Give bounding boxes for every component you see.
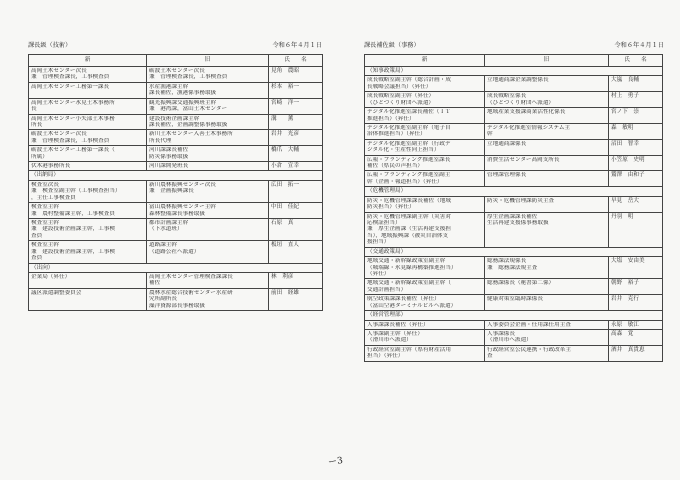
new-position-line: 治体推進担当）（昇任） bbox=[367, 131, 426, 138]
new-position-cell bbox=[365, 139, 485, 155]
table-row bbox=[365, 257, 663, 279]
old-position-cell bbox=[147, 241, 269, 263]
old-position-line: 防災係事務取扱 bbox=[149, 153, 189, 160]
old-position-line: 人事課係長 bbox=[487, 330, 515, 337]
person-name-cell: 岩井 光彦 bbox=[269, 130, 323, 146]
left-header-name: 氏 名 bbox=[269, 55, 323, 67]
person-name-cell: 杉本 裕一 bbox=[269, 82, 323, 98]
old-position-cell bbox=[485, 329, 609, 345]
person-name-cell: 村上 勇子 bbox=[609, 92, 663, 108]
new-position-line: （城端線・氷見線再構築推進担当） bbox=[367, 264, 457, 271]
new-position-line: 交通計画担当） bbox=[367, 286, 407, 293]
new-position-line: 人事課課長補佐（昇任） bbox=[367, 321, 429, 328]
section-heading: （出納局） bbox=[29, 171, 323, 180]
left-header-old: 旧 bbox=[147, 55, 269, 67]
table-row bbox=[365, 320, 663, 329]
new-position-line: 防災・危機管理課課長補佐（地域 bbox=[367, 197, 451, 204]
new-position-line: 補佐（県民の声担当） bbox=[367, 163, 423, 170]
old-position-cell bbox=[485, 92, 609, 108]
new-position-line: 査員 bbox=[31, 255, 43, 262]
old-position-cell bbox=[147, 162, 269, 171]
new-position-cell bbox=[365, 212, 485, 247]
new-position-line: 成長戦略室副主幹（総合計画・成 bbox=[367, 77, 451, 84]
right-page-title: 課長補佐級（事務） bbox=[364, 42, 420, 49]
new-position-line: 広報・ブランディング推進室副主 bbox=[367, 172, 451, 179]
table-row bbox=[365, 196, 663, 212]
table-row bbox=[29, 82, 323, 98]
old-position-line: 高岡土木センター管理検査課課長 bbox=[149, 273, 233, 280]
person-name-cell: 小笠原 史明 bbox=[609, 155, 663, 171]
old-position-line: 地域産業支援課商業活性化係長 bbox=[487, 109, 566, 116]
table-row bbox=[365, 345, 663, 361]
old-position-line: 課長補佐，漁港係事務取扱 bbox=[149, 90, 217, 97]
left-personnel-table bbox=[28, 54, 323, 311]
new-position-cell bbox=[29, 98, 147, 114]
person-name-cell: 小倉 宣幸 bbox=[269, 162, 323, 171]
old-position-cell bbox=[147, 203, 269, 219]
person-name-cell: 見角 農昭 bbox=[269, 67, 323, 83]
new-position-cell bbox=[365, 123, 485, 139]
person-name-cell: 森 敏明 bbox=[609, 123, 663, 139]
new-position-line: 兼 建設技術企画課主幹，工事検 bbox=[31, 248, 115, 255]
section-row bbox=[365, 247, 663, 256]
new-position-cell bbox=[29, 241, 147, 263]
new-position-line: 推進担当）（昇任） bbox=[367, 115, 415, 122]
table-row bbox=[365, 155, 663, 171]
new-position-cell bbox=[365, 76, 485, 92]
old-position-line: 防災・危機管理課防災主査 bbox=[487, 197, 555, 204]
old-position-cell bbox=[147, 114, 269, 130]
right-header-old: 旧 bbox=[485, 55, 609, 67]
new-position-line: （ひとづくり財団へ派遣） bbox=[367, 99, 435, 106]
section-row bbox=[365, 67, 663, 76]
new-position-cell bbox=[29, 272, 147, 288]
old-position-cell bbox=[485, 345, 609, 361]
person-name-cell: 朝野 裕子 bbox=[609, 279, 663, 295]
old-position-line: 水産漁港課主幹 bbox=[149, 83, 189, 90]
old-position-line: 森林整備課長事務取扱 bbox=[149, 210, 205, 217]
old-position-line: 厚生企画課課長補佐 bbox=[487, 213, 538, 220]
table-row bbox=[365, 108, 663, 124]
table-row bbox=[29, 272, 323, 288]
old-position-line: 課長補佐，企画調整係事務取扱 bbox=[149, 121, 228, 128]
section-heading: （知事政策局） bbox=[365, 67, 663, 76]
new-position-line: 議区派遣調整委員会 bbox=[31, 289, 82, 296]
new-position-line: 兼 厚生企画課（生活再建支援担 bbox=[367, 226, 451, 233]
section-heading: （交通政策局） bbox=[365, 247, 663, 256]
old-position-line: 管理課管理係長 bbox=[487, 172, 527, 179]
old-position-line: 兼 港湾課，富山土木センター bbox=[149, 106, 228, 113]
new-position-line: （滑川市へ派遣） bbox=[367, 337, 412, 344]
new-position-line: 所属） bbox=[31, 153, 48, 160]
new-position-cell bbox=[365, 155, 485, 171]
person-name-cell: 酒井 真貴恵 bbox=[609, 345, 663, 361]
right-header-name: 氏 名 bbox=[609, 55, 663, 67]
old-position-line: 兼 総務課法規主査 bbox=[487, 264, 538, 271]
table-row bbox=[29, 130, 323, 146]
left-header bbox=[28, 42, 322, 52]
old-position-line: 立地通商課係長 bbox=[487, 140, 527, 147]
new-position-line: 所長 bbox=[31, 121, 43, 128]
new-position-cell bbox=[29, 146, 147, 162]
table-row bbox=[365, 295, 663, 311]
new-position-line: 企業局（昇任） bbox=[31, 273, 71, 280]
old-position-line: 観光振興課交通振興班主幹 bbox=[149, 99, 217, 106]
old-position-line: 都市計画課主幹 bbox=[149, 220, 189, 227]
section-row bbox=[365, 187, 663, 196]
person-name-cell: 沼田 智幸 bbox=[609, 139, 663, 155]
person-name-cell: 溝 薫 bbox=[269, 114, 323, 130]
old-position-cell bbox=[147, 67, 269, 83]
old-position-line: （道路公社へ派遣） bbox=[149, 248, 200, 255]
old-position-line: 所長代理 bbox=[149, 137, 172, 144]
old-position-line: 新川農林振興センター次長 bbox=[149, 181, 216, 188]
person-name-cell: 大塩 安由美 bbox=[609, 257, 663, 279]
person-name-cell: 中田 佳紀 bbox=[269, 203, 323, 219]
old-position-cell bbox=[147, 288, 269, 310]
old-position-line: 行政経営室公民連携・行政改革主 bbox=[487, 346, 571, 353]
old-position-cell bbox=[485, 196, 609, 212]
page-number-scribble: ー3 bbox=[327, 456, 344, 468]
new-position-line: 成長戦略室副主幹（昇任） bbox=[367, 93, 435, 100]
old-position-cell bbox=[485, 155, 609, 171]
new-position-cell bbox=[29, 67, 147, 83]
new-position-line: ジタル化・生産性向上担当） bbox=[367, 147, 440, 154]
old-position-cell bbox=[485, 76, 609, 92]
new-position-cell bbox=[365, 295, 485, 311]
old-position-line: 農林水産総合技術センター水産研 bbox=[149, 289, 233, 296]
section-row bbox=[365, 311, 663, 320]
new-position-line: 広報・ブランディング推進室課長 bbox=[367, 156, 451, 163]
old-position-line: 消費生活センター高岡支所長 bbox=[487, 156, 560, 163]
old-position-line: 成長戦略室係長 bbox=[487, 93, 527, 100]
person-name-cell: 丹羽 明 bbox=[609, 212, 663, 247]
new-position-line: 航空政策課課長補佐（昇任） bbox=[367, 296, 440, 303]
table-row bbox=[29, 241, 323, 263]
new-position-cell bbox=[29, 130, 147, 146]
person-name-cell: 板垣 直人 bbox=[269, 241, 323, 263]
old-position-line: 総務課法規係長 bbox=[487, 258, 527, 265]
section-row bbox=[29, 263, 323, 272]
new-position-line: 伏木港事務所長 bbox=[31, 163, 71, 170]
right-page-date: 令和６年４月１日 bbox=[614, 42, 664, 49]
new-position-cell bbox=[365, 171, 485, 187]
person-name-cell: 早見 岳大 bbox=[609, 196, 663, 212]
old-position-line: （ひとづくり財団へ派遣） bbox=[487, 99, 555, 106]
old-position-cell bbox=[485, 123, 609, 139]
new-position-cell bbox=[365, 320, 485, 329]
left-header-new: 新 bbox=[29, 55, 147, 67]
table-row bbox=[29, 67, 323, 83]
right-page bbox=[358, 0, 664, 480]
new-position-cell bbox=[365, 196, 485, 212]
old-position-line: （下水道班） bbox=[149, 226, 183, 233]
old-position-line: 藻洋資源部長事務取扱 bbox=[149, 302, 205, 309]
new-position-line: 防災・危機管理課副主幹（災害対 bbox=[367, 213, 451, 220]
old-position-line: 幹 bbox=[487, 131, 493, 138]
old-position-line: 究所副所長 bbox=[149, 296, 177, 303]
new-position-line: 検査室主幹 bbox=[31, 204, 59, 211]
person-name-cell: 高森 覚 bbox=[609, 329, 663, 345]
new-position-line: 長 bbox=[31, 106, 37, 113]
person-name-cell: 石原 真 bbox=[269, 219, 323, 241]
old-position-line: 河川課開発班長 bbox=[149, 163, 189, 170]
old-position-line: 立地通商課企業調整係長 bbox=[487, 77, 549, 84]
old-position-line: 補佐 bbox=[149, 280, 161, 287]
new-position-line: 査員 bbox=[31, 232, 43, 239]
section-heading: （経営管理部） bbox=[365, 311, 663, 320]
new-position-cell bbox=[365, 92, 485, 108]
old-position-cell bbox=[485, 320, 609, 329]
table-row bbox=[29, 98, 323, 114]
new-position-line: 援担当） bbox=[367, 239, 390, 246]
old-position-cell bbox=[485, 139, 609, 155]
right-header-new: 新 bbox=[365, 55, 485, 67]
old-position-line: 富山農林振興センター主幹 bbox=[149, 204, 216, 211]
new-position-cell bbox=[365, 108, 485, 124]
table-row bbox=[365, 212, 663, 247]
person-name-cell: 林 利彦 bbox=[269, 272, 323, 288]
new-position-line: 地域交通・新幹線政策室副主幹（ bbox=[367, 280, 451, 287]
new-position-line: 防災担当）（昇任） bbox=[367, 204, 415, 211]
left-page bbox=[22, 0, 322, 480]
new-position-cell bbox=[29, 288, 147, 310]
old-position-cell bbox=[147, 219, 269, 241]
old-position-cell bbox=[485, 279, 609, 295]
table-row bbox=[29, 180, 323, 202]
table-row bbox=[29, 162, 323, 171]
table-row bbox=[29, 219, 323, 241]
new-position-line: 高岡土木センター氷見土木事務所 bbox=[31, 99, 115, 106]
person-name-cell: 大嵐 良輔 bbox=[609, 76, 663, 92]
old-position-line: 兼 企画振興課長 bbox=[149, 188, 194, 195]
old-position-cell bbox=[147, 82, 269, 98]
table-row bbox=[29, 203, 323, 219]
left-page-date: 令和６年４月１日 bbox=[272, 42, 322, 49]
new-position-line: 当），地域振興課（被災自治体支 bbox=[367, 232, 449, 239]
old-position-line: 建設技術企画課主幹 bbox=[149, 115, 200, 122]
new-position-line: 検査室主幹 bbox=[31, 220, 59, 227]
new-position-cell bbox=[29, 180, 147, 202]
new-position-line: 砺波土木センター工務第一課長（ bbox=[31, 147, 115, 154]
new-position-line: 検査室次長 bbox=[31, 181, 59, 188]
new-position-line: 地域交通・新幹線政策室副主幹 bbox=[367, 258, 446, 265]
person-name-cell: 宮ノ下 崇 bbox=[609, 108, 663, 124]
new-position-cell bbox=[29, 162, 147, 171]
left-page-title: 課長級（技術） bbox=[28, 42, 72, 49]
old-position-line: デジタル化推進室情報システム主 bbox=[487, 124, 571, 131]
new-position-cell bbox=[29, 219, 147, 241]
new-position-cell bbox=[29, 114, 147, 130]
person-name-cell: 岩井 克行 bbox=[609, 295, 663, 311]
old-position-cell bbox=[485, 257, 609, 279]
new-position-cell bbox=[365, 345, 485, 361]
new-position-cell bbox=[365, 257, 485, 279]
section-row bbox=[29, 171, 323, 180]
old-position-cell bbox=[485, 212, 609, 247]
old-position-cell bbox=[485, 295, 609, 311]
person-name-cell: 鷲澤 由和子 bbox=[609, 171, 663, 187]
old-position-line: 新川土木センター入善土木事務所 bbox=[149, 131, 233, 138]
table-row bbox=[365, 171, 663, 187]
person-name-cell: 永原 敏江 bbox=[609, 320, 663, 329]
old-position-line: 人事委員会企画・任用課任用主査 bbox=[487, 321, 571, 328]
old-position-line: 生活再建支援係事務取扱 bbox=[487, 220, 549, 227]
old-position-cell bbox=[485, 108, 609, 124]
old-position-line: 道路課主幹 bbox=[149, 242, 177, 249]
new-position-line: 高岡土木センター次長 bbox=[31, 68, 87, 74]
new-position-line: （富山空港ターミナルビルへ派遣） bbox=[367, 302, 457, 309]
new-position-line: 応検証担当） bbox=[367, 220, 401, 227]
new-position-line: ，主任工事検査員 bbox=[31, 194, 76, 201]
new-position-line: 担当）（昇任） bbox=[367, 353, 404, 360]
old-position-cell bbox=[147, 98, 269, 114]
new-position-line: 兼 建設技術企画課主幹，工事検 bbox=[31, 226, 115, 233]
person-name-cell: 前田 経雄 bbox=[269, 288, 323, 310]
person-name-cell: 橋爪 大輔 bbox=[269, 146, 323, 162]
old-position-line: 健康対策室臨時課係長 bbox=[487, 296, 543, 303]
old-position-line: 査 bbox=[487, 353, 493, 360]
new-position-cell bbox=[29, 82, 147, 98]
new-position-line: 検査室主幹 bbox=[31, 242, 59, 249]
table-row bbox=[29, 114, 323, 130]
old-position-cell bbox=[147, 130, 269, 146]
new-position-line: 人事課副主幹（昇任） bbox=[367, 330, 423, 337]
new-position-cell bbox=[29, 203, 147, 219]
section-heading: （出向） bbox=[29, 263, 323, 272]
person-name-cell: 広田 拓一 bbox=[269, 180, 323, 202]
new-position-line: 長戦略会議担当）（昇任） bbox=[367, 83, 432, 90]
new-position-line: 砺波土木センター次長 bbox=[31, 131, 87, 138]
old-position-line: 砺波土木センター次長 bbox=[149, 68, 205, 74]
new-position-line: 兼 検査室副主幹（工事検査担当） bbox=[31, 188, 121, 195]
old-position-cell bbox=[147, 180, 269, 202]
new-position-line: デジタル化推進室副主幹（電子自 bbox=[367, 124, 451, 131]
table-row bbox=[365, 92, 663, 108]
left-table-header-row bbox=[29, 55, 323, 67]
section-heading: （危機管理局） bbox=[365, 187, 663, 196]
table-row bbox=[365, 76, 663, 92]
new-position-line: デジタル化推進室副主幹（行政デ bbox=[367, 140, 451, 147]
new-position-line: 兼 管理検査課長，工事検査員 bbox=[31, 137, 110, 144]
new-position-cell bbox=[365, 329, 485, 345]
old-position-line: 河川課課長補佐 bbox=[149, 147, 189, 154]
new-position-line: 高岡土木センター小矢部土木事務 bbox=[31, 115, 115, 122]
old-position-line: 総務課係長（秘書第二係） bbox=[487, 280, 555, 287]
old-position-line: 兼 管理検査課長，工事検査員 bbox=[149, 74, 228, 81]
new-position-line: デジタル化推進室課長補佐（ＩＴ bbox=[367, 109, 451, 116]
old-position-cell bbox=[147, 272, 269, 288]
old-position-cell bbox=[485, 171, 609, 187]
person-name-cell: 宮崎 洋一 bbox=[269, 98, 323, 114]
table-row bbox=[365, 329, 663, 345]
right-personnel-table bbox=[364, 54, 663, 362]
table-row bbox=[29, 146, 323, 162]
old-position-cell bbox=[147, 146, 269, 162]
new-position-line: 高岡土木センター工務第一課長 bbox=[31, 83, 110, 90]
new-position-line: 兼 農村整備課主幹，工事検査員 bbox=[31, 210, 115, 217]
table-row bbox=[29, 288, 323, 310]
right-table-header-row bbox=[365, 55, 663, 67]
table-row bbox=[365, 123, 663, 139]
new-position-line: 幹（企画・報道担当）（昇任） bbox=[367, 178, 443, 185]
table-row bbox=[365, 139, 663, 155]
new-position-line: 兼 管理検査課長，工事検査員 bbox=[31, 74, 110, 81]
new-position-line: 行政経営室副主幹（県有財産活用 bbox=[367, 346, 451, 353]
old-position-line: （滑川市へ派遣） bbox=[487, 337, 532, 344]
table-row bbox=[365, 279, 663, 295]
new-position-line: （昇任） bbox=[367, 270, 390, 277]
right-header bbox=[364, 42, 664, 52]
new-position-cell bbox=[365, 279, 485, 295]
